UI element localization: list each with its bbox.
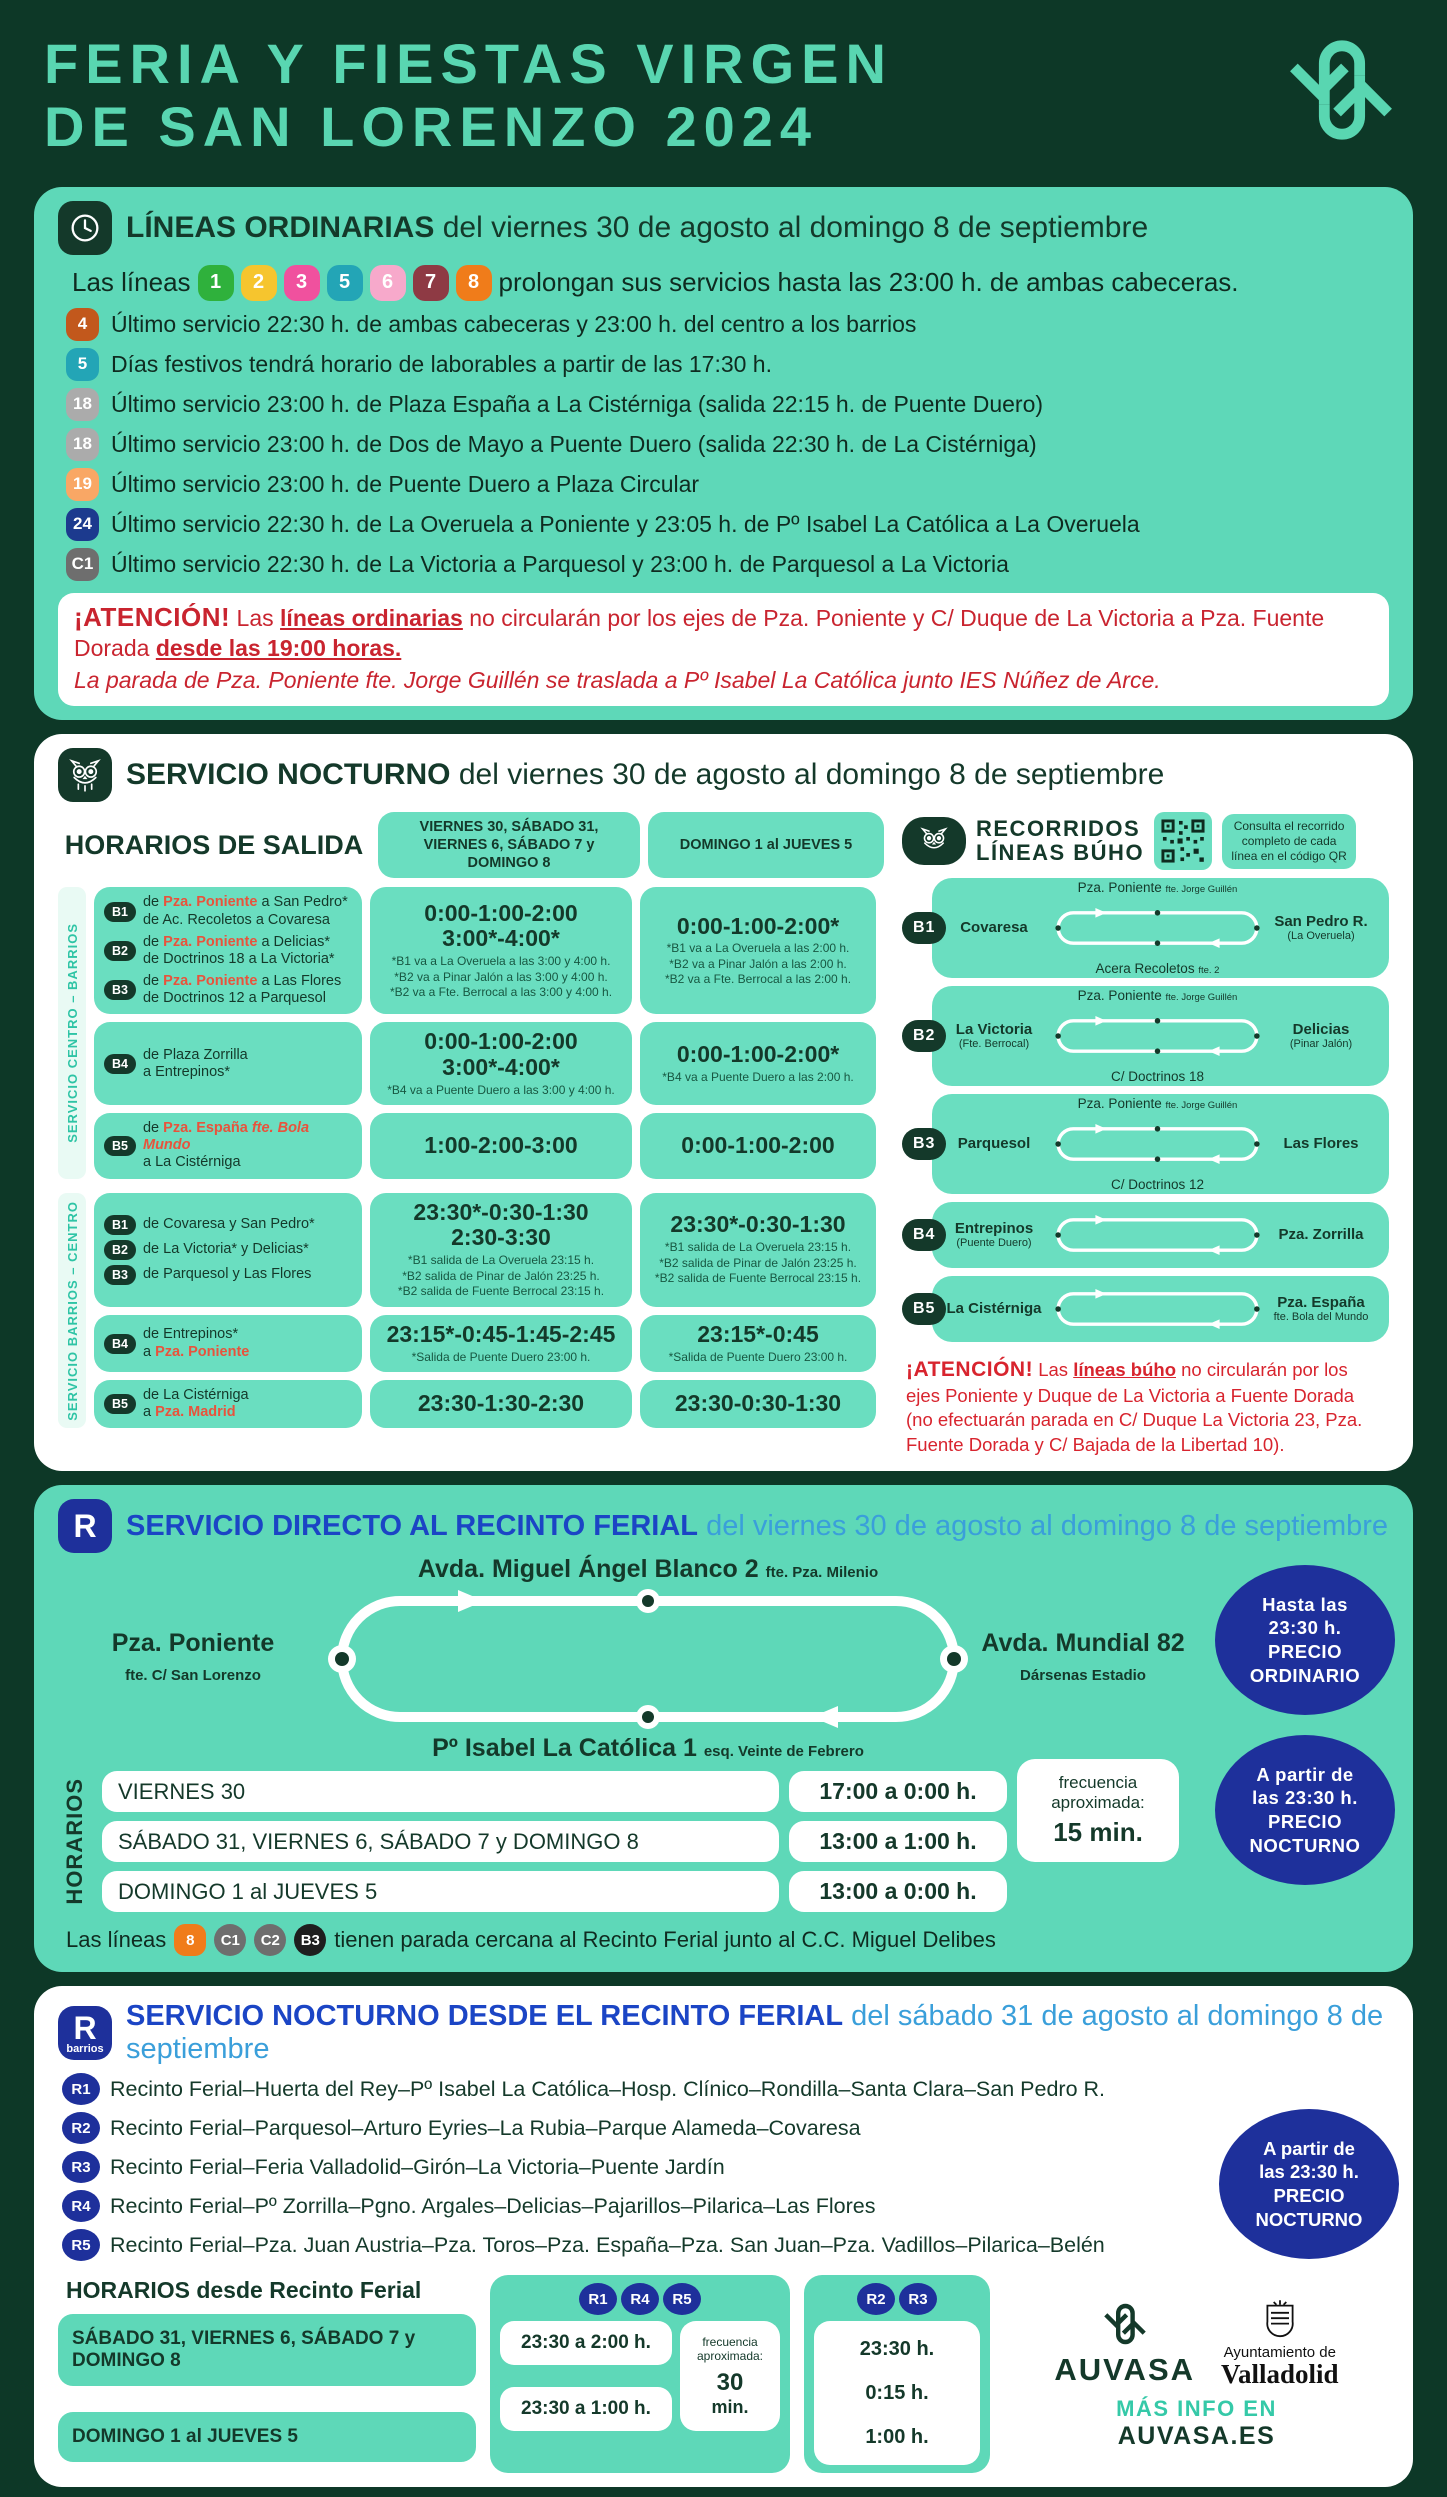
section-title	[126, 758, 1164, 792]
times-cell: 0:00-1:00-2:00 3:00*-4:00* *B4 va a Puente Duero a las 3:00 y 4:00 h.	[370, 1022, 632, 1105]
owl-icon	[902, 817, 966, 865]
destinations-cell	[94, 1315, 362, 1372]
destinations-cell: B1 de Covaresa y San Pedro* B2 de La Victoria* y Delicias* B3 de Parquesol y Las Flores	[94, 1193, 362, 1307]
ayuntamiento-logo	[1221, 2298, 1339, 2388]
b2-badge: B2	[104, 941, 136, 961]
section-servicio-directo	[34, 1485, 1413, 1972]
auvasa-logo-icon	[1287, 26, 1395, 159]
line-note-text: Último servicio 22:30 h. de La Victoria a Parquesol y 23:00 h. de Parquesol a La Victoria	[111, 550, 1009, 577]
r-route	[62, 2073, 1159, 2105]
destination-text: de Plaza Zorrilla a Entrepinos*	[142, 1046, 248, 1080]
r-line-icon: R	[58, 1499, 112, 1553]
line-c2-badge: C2	[254, 1924, 286, 1956]
group-label: SERVICIO BARRIOS – CENTRO	[64, 1200, 80, 1421]
line-note-text: Último servicio 23:00 h. de Dos de Mayo a Puente Duero (salida 22:30 h. de La Cistérniga)	[111, 430, 1037, 457]
header-horarios-de-salida: HORARIOS DE SALIDA	[64, 829, 364, 860]
line-2-badge: 2	[241, 265, 277, 301]
recinto-nocturno-title: SERVICIO NOCTURNO DESDE EL RECINTO FERIAL del sábado 31 de agosto al domingo 8 de septiembre	[126, 2000, 1384, 2066]
route-endpoint: La Cistérniga	[946, 1299, 1042, 1317]
route-endpoint: Las Flores	[1283, 1134, 1359, 1152]
r2-badge: R2	[857, 2283, 895, 2315]
b2-badge: B2	[902, 1020, 946, 1052]
route-loop-icon	[1054, 1008, 1261, 1064]
line-note	[66, 468, 1389, 501]
line-7-badge: 7	[413, 265, 449, 301]
line-19-badge: 19	[66, 468, 99, 501]
group-label-strip	[58, 1193, 86, 1429]
attention-underline: líneas ordinarias	[280, 604, 463, 631]
route-loop-icon	[1054, 900, 1261, 956]
times-cell: 0:00-1:00-2:00* *B1 va a La Overuela a las 2:00 h. *B2 va a Pinar Jalón a las 2:00 h. *B2 va a Fte. Berrocal a las 2:00 h.	[640, 887, 876, 1014]
timetable-header	[58, 812, 888, 878]
line-8-badge: 8	[456, 265, 492, 301]
route-endpoint: Covaresa	[960, 918, 1028, 936]
r4-badge: R4	[62, 2190, 100, 2222]
destinations-cell	[94, 1022, 362, 1105]
r1-badge: R1	[579, 2283, 617, 2315]
table-row	[94, 1113, 888, 1178]
r1-badge: R1	[62, 2073, 100, 2105]
horarios-recinto-title: HORARIOS desde Recinto Ferial	[66, 2277, 422, 2304]
route-via-top: Pza. Poniente fte. Jorge Guillén	[1077, 1096, 1238, 1112]
route-via-bottom: C/ Doctrinos 18	[1110, 1069, 1205, 1085]
time-footnote: *B1 salida de La Overuela 23:15 h. *B2 salida de Pinar de Jalón 23:25 h. *B2 salida de Fuente Berrocal 23:15 h.	[397, 1253, 605, 1299]
time-footnote: *B4 va a Puente Duero a las 2:00 h.	[662, 1069, 854, 1084]
time-range: 17:00 a 0:00 h.	[789, 1771, 1007, 1812]
qr-code	[1154, 812, 1212, 870]
b1-badge: B1	[902, 912, 946, 944]
line-note	[66, 508, 1389, 541]
nocturno-dates: del viernes 30 de agosto al domingo 8 de septiembre	[450, 758, 1165, 792]
time-range: 23:30 a 1:00 h.	[500, 2387, 672, 2431]
route-loop-icon	[328, 1589, 968, 1729]
stop-label-left: Pza. Poniente fte. C/ San Lorenzo	[111, 1629, 275, 1684]
day-label: SÁBADO 31, VIERNES 6, SÁBADO 7 y DOMINGO 8	[58, 2314, 476, 2386]
lineas-ordinarias-dates: del viernes 30 de agosto al domingo 8 de septiembre	[434, 210, 1149, 244]
frequency-box: frecuencia aproximada: 15 min.	[1017, 1759, 1179, 1862]
line-4-badge: 4	[66, 308, 99, 341]
attention-underline: desde las 19:00 horas.	[155, 635, 402, 662]
r3-badge: R3	[62, 2151, 100, 2183]
line-note	[66, 388, 1389, 421]
group-label-strip	[58, 887, 86, 1178]
times-cell: 23:30-0:30-1:30	[640, 1380, 876, 1428]
r-route-text: Recinto Ferial–Feria Valladolid–Girón–La Victoria–Puente Jardín	[110, 2154, 725, 2179]
attention-italic-note: La parada de Pza. Poniente fte. Jorge Guillén se traslada a Pº Isabel La Católica junto IES Núñez de Arce.	[74, 667, 1161, 694]
horarios-recinto	[58, 2275, 476, 2473]
attention-box-ordinarias	[58, 593, 1389, 707]
times-cell: 1:00-2:00-3:00	[370, 1113, 632, 1178]
more-info: MÁS INFO EN AUVASA.ES	[1116, 2395, 1277, 2450]
auvasa-wordmark: AUVASA	[1054, 2351, 1196, 2387]
r2-badge: R2	[62, 2112, 100, 2144]
recorridos-buho	[902, 812, 1389, 1457]
time-range: 13:00 a 1:00 h.	[789, 1821, 1007, 1862]
owl-icon	[58, 748, 112, 802]
line-6-badge: 6	[370, 265, 406, 301]
group-label: SERVICIO CENTRO – BARRIOS	[64, 923, 80, 1143]
b4-badge: B4	[104, 1334, 136, 1354]
header-domingo-jueves: DOMINGO 1 al JUEVES 5	[648, 812, 884, 878]
group-r1-r4-r5	[490, 2275, 790, 2473]
r-route	[62, 2151, 1159, 2183]
poster-title-line2: DE SAN LORENZO 2024	[44, 95, 819, 159]
line-note-text: Último servicio 22:30 h. de La Overuela a Poniente y 23:05 h. de Pº Isabel La Católica a La Overuela	[111, 510, 1140, 537]
line-5-badge: 5	[327, 265, 363, 301]
price-night-bubble: A partir de las 23:30 h. PRECIO NOCTURNO	[1219, 2109, 1399, 2259]
time-footnote: *B1 va a La Overuela a las 3:00 y 4:00 h. *B2 va a Pinar Jalón a las 3:00 y 4:00 h. *B2 va a Fte. Berrocal a las 3:00 y 4:00 h.	[389, 954, 613, 1000]
route-card-b3	[913, 1094, 1389, 1194]
directo-horarios	[58, 1771, 1179, 1912]
time-footnote: *B4 va a Puente Duero a las 3:00 y 4:00 h.	[387, 1082, 615, 1097]
route-endpoint: La Victoria (Fte. Berrocal)	[955, 1020, 1033, 1051]
nocturno-header	[58, 748, 1389, 802]
times-cell: 0:00-1:00-2:00* *B4 va a Puente Duero a las 2:00 h.	[640, 1022, 876, 1105]
recorridos-title: RECORRIDOS LÍNEAS BÚHO	[976, 815, 1145, 866]
r-route-text: Recinto Ferial–Pº Zorrilla–Pgno. Argales–Delicias–Pajarillos–Pilarica–Las Flores	[110, 2193, 876, 2218]
day-label: DOMINGO 1 al JUEVES 5	[58, 2412, 476, 2462]
r3-badge: R3	[899, 2283, 937, 2315]
b4-badge: B4	[104, 1054, 136, 1074]
ayuntamiento-crest-icon	[1262, 2298, 1298, 2342]
destination-text: de Pza. Poniente a San Pedro* de Ac. Recoletos a Covaresa	[142, 894, 348, 928]
r-route	[62, 2229, 1159, 2261]
qr-instruction: Consulta el recorrido completo de cada línea en el código QR	[1222, 814, 1356, 869]
line-c1-badge: C1	[214, 1924, 246, 1956]
route-endpoint: Delicias (Pinar Jalón)	[1289, 1020, 1353, 1051]
route-card-b5	[913, 1276, 1389, 1342]
route-endpoint: Parquesol	[957, 1134, 1031, 1152]
destination-text: de Pza. Poniente a Delicias* de Doctrinos 18 a La Victoria*	[142, 933, 335, 967]
line-3-badge: 3	[284, 265, 320, 301]
r-route	[62, 2112, 1159, 2144]
attention-text: Las	[230, 604, 281, 631]
line-note-text: Último servicio 23:00 h. de Plaza España a La Cistérniga (salida 22:15 h. de Puente Duero)	[111, 390, 1044, 417]
section-lineas-ordinarias	[34, 187, 1413, 721]
table-row	[94, 1193, 888, 1307]
r-route-text: Recinto Ferial–Pza. Juan Austria–Pza. Toros–Pza. España–Pza. San Juan–Pza. Vadillos–Pilarica–Belén	[110, 2232, 1105, 2257]
route-via-bottom: Acera Recoletos fte. 2	[1095, 961, 1220, 977]
attention-title: ¡ATENCIÓN!	[74, 601, 231, 632]
line-note	[66, 548, 1389, 581]
stop-label-right: Avda. Mundial 82 Dársenas Estadio	[981, 1629, 1185, 1684]
line-c1-badge: C1	[66, 548, 99, 581]
line-note	[66, 348, 1389, 381]
b4-badge: B4	[902, 1219, 946, 1251]
section-title	[126, 211, 1148, 245]
r-route-text: Recinto Ferial–Huerta del Rey–Pº Isabel La Católica–Hosp. Clínico–Rondilla–Santa Clara–San Pedro R.	[110, 2076, 1106, 2101]
directo-title: SERVICIO DIRECTO AL RECINTO FERIAL del viernes 30 de agosto al domingo 8 de septiembre	[126, 1509, 1389, 1542]
r4-badge: R4	[621, 2283, 659, 2315]
horario-row	[102, 1871, 1179, 1912]
r5-badge: R5	[663, 2283, 701, 2315]
nearby-lines-note: Las líneas 8 C1 C2 B3 tienen parada cercana al Recinto Ferial junto al C.C. Miguel Delibes	[66, 1924, 1179, 1956]
times-cell: 23:15*-0:45-1:45-2:45 *Salida de Puente Duero 23:00 h.	[370, 1315, 632, 1372]
destinations-cell	[94, 1113, 362, 1178]
route-endpoint: Pza. Zorrilla	[1278, 1225, 1364, 1243]
destinations-cell	[94, 1380, 362, 1428]
route-via-bottom: C/ Doctrinos 12	[1110, 1177, 1205, 1193]
table-row	[94, 1315, 888, 1372]
times-cell: 23:30*-0:30-1:30 2:30-3:30 *B1 salida de La Overuela 23:15 h. *B2 salida de Pinar de Jalón 23:25 h. *B2 salida de Fuente Berrocal 23:15 h.	[370, 1193, 632, 1307]
price-night-bubble: A partir de las 23:30 h. PRECIO NOCTURNO	[1215, 1735, 1395, 1885]
horarios-vertical-label: HORARIOS	[62, 1778, 87, 1905]
line-note-text: Último servicio 22:30 h. de ambas cabeceras y 23:00 h. del centro a los barrios	[111, 310, 917, 337]
footer-logos	[1004, 2275, 1389, 2473]
lineas-ordinarias-title: LÍNEAS ORDINARIAS	[126, 210, 435, 244]
line-1-badge: 1	[198, 265, 234, 301]
route-endpoint: Entrepinos (Puente Duero)	[954, 1219, 1034, 1250]
attention-buho: ¡ATENCIÓN! Las líneas búho no circularán por los ejes Poniente y Duque de La Victoria a Fuente Dorada (no efectuarán parada en C/ Duque La Victoria 23, Pza. Fuente Dorada y C/ Bajada de la Libertad 10).	[906, 1358, 1363, 1455]
r-barrios-icon: R barrios	[58, 2006, 112, 2060]
line-18-badge: 18	[66, 428, 99, 461]
lineas-ordinarias-header	[58, 201, 1389, 255]
r-route-text: Recinto Ferial–Parquesol–Arturo Eyries–La Rubia–Parque Alameda–Covaresa	[110, 2115, 861, 2140]
recinto-route-diagram	[111, 1555, 1185, 1763]
departure-times: 23:30 h. 0:15 h. 1:00 h.	[814, 2321, 980, 2465]
b5-badge: B5	[104, 1136, 136, 1156]
destinations-cell	[94, 887, 362, 1014]
times-cell: 0:00-1:00-2:00 3:00*-4:00* *B1 va a La Overuela a las 3:00 y 4:00 h. *B2 va a Pinar Jalón a las 3:00 y 4:00 h. *B2 va a Fte. Berrocal a las 3:00 y 4:00 h.	[370, 887, 632, 1014]
nocturno-timetable	[58, 812, 888, 1457]
r5-badge: R5	[62, 2229, 100, 2261]
poster-header	[34, 24, 1413, 173]
table-row	[94, 887, 888, 1014]
nocturno-title: SERVICIO NOCTURNO	[126, 758, 451, 792]
time-range: 13:00 a 0:00 h.	[789, 1871, 1007, 1912]
day-label: SÁBADO 31, VIERNES 6, SÁBADO 7 y DOMINGO 8	[102, 1821, 779, 1862]
route-via-top: Pza. Poniente fte. Jorge Guillén	[1077, 880, 1238, 896]
auvasa-logo-icon	[1103, 2298, 1147, 2350]
destination-text: de Pza. España fte. Bola Mundo a La Cistérniga	[142, 1120, 310, 1171]
route-endpoint: San Pedro R. (La Overuela)	[1274, 912, 1368, 943]
group-r2-r3	[804, 2275, 990, 2473]
clock-icon	[58, 201, 112, 255]
times-cell: 23:30-1:30-2:30	[370, 1380, 632, 1428]
group-barrios-centro	[58, 1193, 888, 1429]
b3-badge: B3	[104, 980, 136, 1000]
header-viernes-sabados: VIERNES 30, SÁBADO 31, VIERNES 6, SÁBADO 7 y DOMINGO 8	[378, 812, 640, 878]
route-card-b4	[913, 1202, 1389, 1268]
section-nocturno-recinto	[34, 1986, 1413, 2487]
b5-badge: B5	[902, 1293, 946, 1325]
line-24-badge: 24	[66, 508, 99, 541]
route-loop-icon	[1054, 1207, 1261, 1263]
price-ordinary-bubble: Hasta las 23:30 h. PRECIO ORDINARIO	[1215, 1565, 1395, 1715]
attention-text: no circularán por los ejes de Pza. Poniente y C/ Duque de La Victoria a Pza. Fuente Dorada	[74, 604, 1325, 662]
intro-pre-text: Las líneas	[72, 267, 191, 298]
route-loop-icon	[1054, 1116, 1261, 1172]
table-row	[94, 1022, 888, 1105]
route-card-b2	[913, 986, 1389, 1086]
poster-title-line1: FERIA Y FIESTAS VIRGEN	[44, 32, 893, 95]
line-5-badge: 5	[66, 348, 99, 381]
valladolid-text: Valladolid	[1221, 2358, 1339, 2389]
r-route	[62, 2190, 1159, 2222]
route-card-b1	[913, 878, 1389, 978]
group-centro-barrios	[58, 887, 888, 1178]
times-cell: 23:30*-0:30-1:30 *B1 salida de La Overuela 23:15 h. *B2 salida de Pinar de Jalón 23:25 h. *B2 salida de Fuente Berrocal 23:15 h.	[640, 1193, 876, 1307]
line-note-text: Último servicio 23:00 h. de Puente Duero a Plaza Circular	[111, 470, 700, 497]
line-note-text: Días festivos tendrá horario de laborables a partir de las 17:30 h.	[111, 350, 772, 377]
section-servicio-nocturno	[34, 734, 1413, 1471]
b5-badge: B5	[104, 1394, 136, 1414]
b3-badge: B3	[902, 1128, 946, 1160]
destination-text: de Pza. Poniente a Las Flores de Doctrinos 12 a Parquesol	[142, 972, 342, 1007]
times-cell: 0:00-1:00-2:00	[640, 1113, 876, 1178]
day-label: VIERNES 30	[102, 1771, 779, 1812]
line-b3-badge: B3	[294, 1924, 326, 1956]
b1-badge: B1	[104, 1215, 136, 1235]
day-label: DOMINGO 1 al JUEVES 5	[102, 1871, 779, 1912]
line-note	[66, 428, 1389, 461]
line-18-badge: 18	[66, 388, 99, 421]
time-footnote: *B1 salida de La Overuela 23:15 h. *B2 salida de Pinar de Jalón 23:25 h. *B2 salida de Fuente Berrocal 23:15 h.	[654, 1240, 862, 1286]
frequency-box: frecuencia aproximada: 30 min.	[680, 2321, 780, 2431]
table-row	[94, 1380, 888, 1428]
line-note	[66, 308, 1389, 341]
route-endpoint: Pza. España fte. Bola del Mundo	[1273, 1293, 1369, 1324]
route-loop-icon	[1054, 1281, 1261, 1337]
line-8-badge: 8	[174, 1924, 206, 1956]
destination-text: de La Cistérniga a Pza. Madrid	[142, 1387, 249, 1421]
time-footnote: *B1 va a La Overuela a las 2:00 h. *B2 va a Pinar Jalón a las 2:00 h. *B2 va a Fte. Berrocal a las 2:00 h.	[664, 941, 852, 987]
intro-post-text: prolongan sus servicios hasta las 23:00 h. de ambas cabeceras.	[498, 267, 1239, 298]
time-range: 23:30 a 2:00 h.	[500, 2321, 672, 2365]
time-footnote: *Salida de Puente Duero 23:00 h.	[668, 1349, 848, 1364]
stop-label-bottom: Pº Isabel La Católica 1 esq. Veinte de Febrero	[432, 1734, 864, 1763]
lineas-prolongan-note	[72, 265, 1389, 301]
destination-text: de Entrepinos* a Pza. Poniente	[142, 1326, 250, 1360]
route-via-top: Pza. Poniente fte. Jorge Guillén	[1077, 988, 1238, 1004]
times-cell: 23:15*-0:45 *Salida de Puente Duero 23:00 h.	[640, 1315, 876, 1372]
auvasa-logo	[1054, 2298, 1195, 2388]
b3-badge: B3	[104, 1265, 136, 1285]
stop-label-top: Avda. Miguel Ángel Blanco 2 fte. Pza. Milenio	[417, 1555, 879, 1584]
ayuntamiento-text: Ayuntamiento de	[1223, 2343, 1336, 2361]
b1-badge: B1	[104, 902, 136, 922]
b2-badge: B2	[104, 1240, 136, 1260]
time-footnote: *Salida de Puente Duero 23:00 h.	[411, 1349, 591, 1364]
